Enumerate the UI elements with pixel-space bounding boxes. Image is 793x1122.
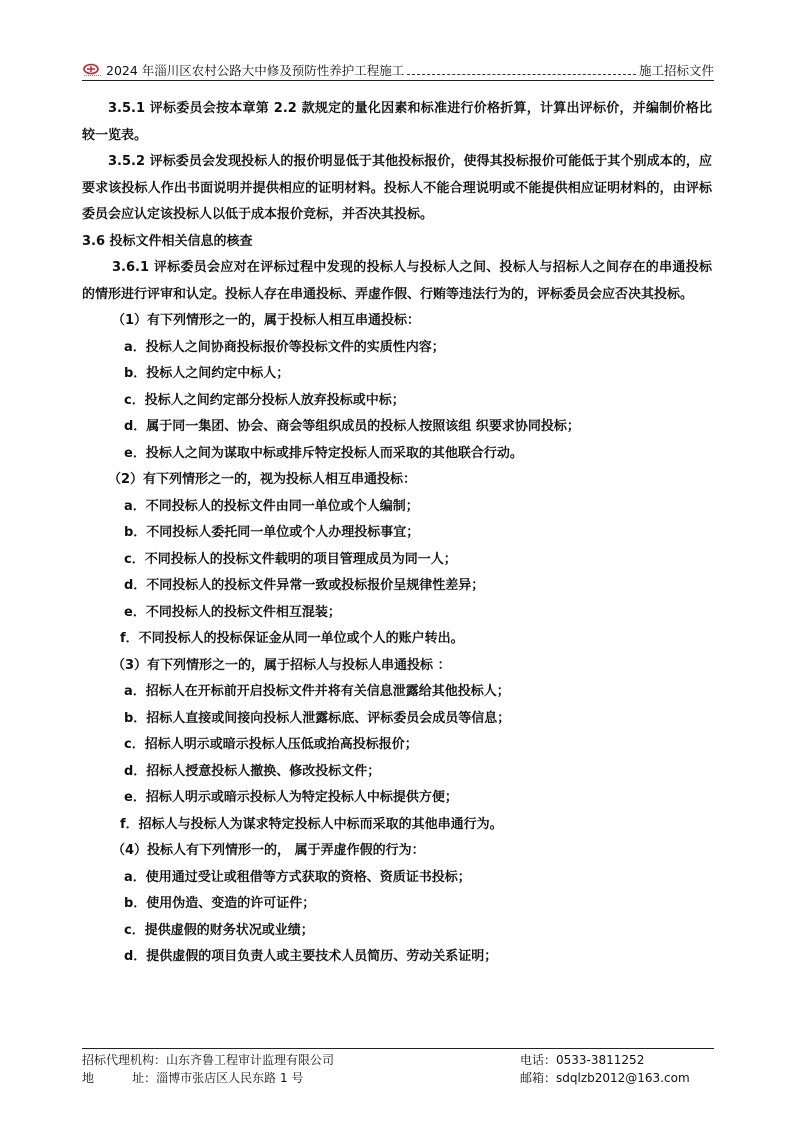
group-heading: （4）投标人有下列情形一的， 属于弄虚作假的行为： <box>112 843 425 858</box>
group-heading: （3）有下列情形之一的，属于招标人与投标人串通投标 ： <box>112 657 451 673</box>
list-item: a．使用通过受让或租借等方式获取的资格、资质证书投标； <box>124 869 471 885</box>
paragraph-3-6-1: 3.6.1 评标委员会应对在评标过程中发现的投标人与投标人之间、投标人与招标人之间存在的串通投标的情形进行评审和认定。投标人存在串通投标、弄虚作假、行贿等违法行为的，评标委员会应否决其投标。 <box>82 260 712 302</box>
list-item: a．投标人之间协商投标报价等投标文件的实质性内容； <box>124 339 445 355</box>
email-address: sdqlzb2012@163.com <box>556 1071 690 1085</box>
paragraph-3-5-1: 3.5.1 评标委员会按本章第 2.2 款规定的量化因素和标准进行价格折算，计算出评标价，并编制价格比较一览表。 <box>82 101 712 143</box>
company-logo-icon <box>82 63 104 77</box>
address-value: 淄博市张店区人民东路 1 号 <box>156 1071 304 1085</box>
header-divider <box>82 80 714 81</box>
list-item: f．不同投标人的投标保证金从同一单位或个人的账户转出。 <box>120 631 464 646</box>
phone-label: 电话： <box>520 1053 557 1067</box>
phone-number: 0533-3811252 <box>556 1053 645 1067</box>
list-item: d．提供虚假的项目负责人或主要技术人员简历、劳动关系证明； <box>124 949 498 964</box>
footer-row-address <box>82 1069 714 1087</box>
list-item: c．投标人之间约定部分投标人放弃投标或中标； <box>124 392 405 408</box>
document-body <box>82 96 712 971</box>
list-item: c．不同投标人的投标文件载明的项目管理成员为同一人； <box>124 551 457 567</box>
phone-info <box>520 1051 644 1069</box>
page-footer <box>82 1051 714 1087</box>
list-item: d．招标人授意投标人撤换、修改投标文件； <box>124 763 381 779</box>
address-label: 地 址： <box>82 1071 157 1085</box>
email-info <box>520 1069 690 1087</box>
list-item: e．不同投标人的投标文件相互混装； <box>124 604 341 620</box>
list-item: d．属于同一集团、协会、商会等组织成员的投标人按照该组 织要求协同投标； <box>124 419 580 434</box>
group-heading: （2）有下列情形之一的，视为投标人相互串通投标： <box>108 472 417 487</box>
list-item: f．招标人与投标人为谋求特定投标人中标而采取的其他串通行为。 <box>120 816 503 832</box>
header-title: 2024 年淄川区农村公路大中修及预防性养护工程施工 <box>106 63 405 78</box>
agency-info <box>82 1051 334 1069</box>
footer-row-agency <box>82 1051 714 1069</box>
paragraph-3-5-2: 3.5.2 评标委员会发现投标人的报价明显低于其他投标报价，使得其投标报价可能低于其个别成本的，应要求该投标人作出书面说明并提供相应的证明材料。投标人不能合理说明或不能提供相应证明材料的，由评标委员会应认定该投标人以低于成本报价竞标，并否决其投标。 <box>82 154 712 222</box>
list-item: b．招标人直接或间接向投标人泄露标底、评标委员会成员等信息； <box>124 710 511 726</box>
agency-name: 山东齐鲁工程审计监理有限公司 <box>166 1053 335 1067</box>
section-heading-3-6: 3.6 投标文件相关信息的核查 <box>82 233 253 249</box>
list-item: a．招标人在开标前开启投标文件并将有关信息泄露给其他投标人； <box>124 684 510 699</box>
agency-label: 招标代理机构： <box>82 1053 167 1067</box>
page-header <box>82 60 714 80</box>
address-info <box>82 1069 303 1087</box>
list-item: c．提供虚假的财务状况或业绩； <box>124 922 314 938</box>
list-item: a．不同投标人的投标文件由同一单位或个人编制； <box>124 498 419 514</box>
email-label: 邮箱： <box>520 1071 557 1085</box>
list-item: c．招标人明示或暗示投标人压低或抬高投标报价； <box>124 737 418 752</box>
header-doc-type: 施工招标文件 <box>638 63 714 78</box>
list-item: e．招标人明示或暗示投标人为特定投标人中标提供方便； <box>124 790 458 805</box>
header-dash-leader <box>407 66 636 75</box>
footer-divider <box>82 1048 714 1049</box>
group-heading: （1）有下列情形之一的，属于投标人相互串通投标： <box>112 313 421 328</box>
list-item: d．不同投标人的投标文件异常一致或投标报价呈规律性差异； <box>124 578 485 593</box>
list-item: e．投标人之间为谋取中标或排斥特定投标人而采取的其他联合行动。 <box>124 445 523 461</box>
list-item: b．不同投标人委托同一单位或个人办理投标事宜； <box>124 525 420 540</box>
list-item: b．使用伪造、变造的许可证件； <box>124 896 316 911</box>
list-item: b．投标人之间约定中标人； <box>124 366 290 381</box>
